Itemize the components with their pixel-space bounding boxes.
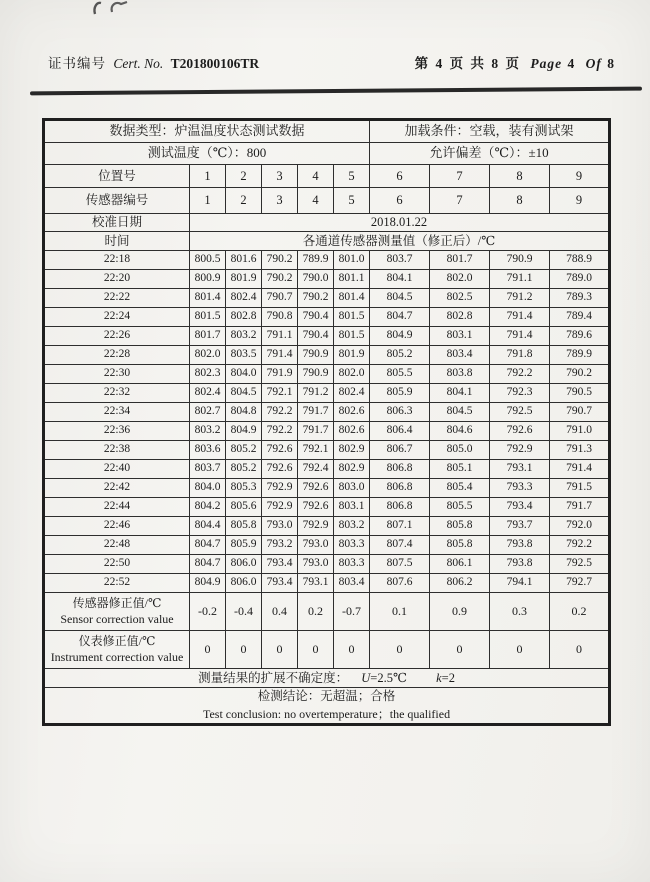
reading-value-cell: 792.0: [550, 517, 610, 536]
reading-row: [44, 289, 610, 308]
reading-value-cell: 790.4: [298, 327, 334, 346]
reading-value-cell: 805.3: [226, 479, 262, 498]
document-header: [48, 52, 616, 72]
reading-value-cell: 788.9: [550, 251, 610, 270]
reading-value-cell: 806.4: [370, 422, 430, 441]
instr-corr-value: 0: [430, 631, 490, 669]
reading-value-cell: 802.7: [190, 403, 226, 422]
reading-value-cell: 805.8: [226, 517, 262, 536]
reading-value-cell: 807.1: [370, 517, 430, 536]
reading-value-cell: 792.2: [490, 365, 550, 384]
sensor-corr-value: -0.4: [226, 593, 262, 631]
reading-value-cell: 792.6: [490, 422, 550, 441]
reading-value-cell: 804.5: [430, 403, 490, 422]
instr-corr-label: [44, 631, 190, 669]
calibration-date-row: [44, 214, 610, 232]
reading-value-cell: 792.5: [550, 555, 610, 574]
reading-value-cell: 805.1: [430, 460, 490, 479]
reading-value-cell: 803.5: [226, 346, 262, 365]
reading-row: [44, 327, 610, 346]
uncertainty-k-value: =2: [441, 670, 455, 685]
reading-value-cell: 805.8: [430, 517, 490, 536]
instr-corr-label-en: Instrument correction value: [50, 649, 184, 664]
time-cell: 22:46: [44, 517, 190, 536]
time-cell: 22:20: [44, 270, 190, 289]
calibration-date-label: 校准日期: [44, 214, 190, 232]
reading-value-cell: 801.1: [334, 270, 370, 289]
reading-value-cell: 806.8: [370, 479, 430, 498]
reading-value-cell: 804.4: [190, 517, 226, 536]
reading-value-cell: 789.6: [550, 327, 610, 346]
reading-value-cell: 806.8: [370, 460, 430, 479]
sensor-corr-label-cn: 传感器修正值/℃: [72, 595, 162, 610]
sensor-corr-value: 0.2: [298, 593, 334, 631]
reading-value-cell: 803.6: [190, 441, 226, 460]
uncertainty-prefix: 测量结果的扩展不确定度：: [198, 670, 349, 685]
reading-value-cell: 804.9: [226, 422, 262, 441]
instr-corr-value: 0: [190, 631, 226, 669]
sensor-no-label: 传感器编号: [44, 188, 190, 214]
reading-value-cell: 802.9: [334, 441, 370, 460]
time-cell: 22:22: [44, 289, 190, 308]
reading-value-cell: 801.4: [334, 289, 370, 308]
reading-value-cell: 791.7: [298, 422, 334, 441]
reading-value-cell: 790.9: [298, 346, 334, 365]
reading-value-cell: 804.5: [370, 289, 430, 308]
reading-value-cell: 801.5: [334, 308, 370, 327]
reading-value-cell: 790.9: [490, 251, 550, 270]
reading-value-cell: 792.9: [490, 441, 550, 460]
reading-value-cell: 792.9: [298, 517, 334, 536]
position-value: 9: [550, 165, 610, 188]
sensor-no-value: 4: [298, 188, 334, 214]
reading-value-cell: 791.2: [490, 289, 550, 308]
reading-value-cell: 792.4: [298, 460, 334, 479]
conclusion-cn: 检测结论：无超温；合格: [257, 689, 396, 704]
reading-value-cell: 791.9: [262, 365, 298, 384]
time-cell: 22:30: [44, 365, 190, 384]
reading-row: [44, 517, 610, 536]
reading-value-cell: 801.5: [190, 308, 226, 327]
reading-value-cell: 791.7: [550, 498, 610, 517]
position-value: 2: [226, 165, 262, 188]
reading-value-cell: 792.6: [298, 498, 334, 517]
reading-value-cell: 793.8: [490, 536, 550, 555]
reading-value-cell: 804.1: [430, 384, 490, 403]
sensor-no-value: 1: [190, 188, 226, 214]
sensor-corr-label-en: Sensor correction value: [60, 611, 174, 626]
position-row: [44, 165, 610, 188]
reading-value-cell: 804.8: [226, 403, 262, 422]
reading-value-cell: 804.0: [226, 365, 262, 384]
reading-value-cell: 802.5: [430, 289, 490, 308]
instr-corr-value: 0: [298, 631, 334, 669]
time-cell: 22:26: [44, 327, 190, 346]
sensor-no-value: 3: [262, 188, 298, 214]
reading-row: [44, 384, 610, 403]
reading-value-cell: 805.2: [226, 441, 262, 460]
reading-row: [44, 270, 610, 289]
sensor-corr-row: [44, 593, 610, 631]
reading-row: [44, 536, 610, 555]
sensor-corr-value: 0.2: [550, 593, 610, 631]
time-header-label: 时间: [44, 232, 190, 251]
reading-value-cell: 793.0: [298, 536, 334, 555]
reading-value-cell: 791.3: [550, 441, 610, 460]
position-value: 1: [190, 165, 226, 188]
page-of-word: Of: [585, 56, 602, 71]
reading-value-cell: 802.3: [190, 365, 226, 384]
conclusion-row: [44, 688, 610, 725]
reading-value-cell: 803.3: [334, 536, 370, 555]
reading-value-cell: 790.9: [298, 365, 334, 384]
reading-value-cell: 804.1: [370, 270, 430, 289]
reading-value-cell: 804.6: [430, 422, 490, 441]
reading-value-cell: 801.0: [334, 251, 370, 270]
reading-value-cell: 792.2: [262, 403, 298, 422]
reading-value-cell: 791.0: [550, 422, 610, 441]
reading-value-cell: 802.8: [226, 308, 262, 327]
time-cell: 22:34: [44, 403, 190, 422]
test-data-table: [42, 118, 611, 726]
reading-value-cell: 803.7: [370, 251, 430, 270]
reading-value-cell: 807.4: [370, 536, 430, 555]
reading-value-cell: 802.6: [334, 403, 370, 422]
reading-value-cell: 789.3: [550, 289, 610, 308]
reading-value-cell: 803.2: [190, 422, 226, 441]
sensor-corr-value: 0.1: [370, 593, 430, 631]
reading-value-cell: 805.9: [226, 536, 262, 555]
reading-value-cell: 791.8: [490, 346, 550, 365]
sensor-corr-label: [44, 593, 190, 631]
reading-row: [44, 441, 610, 460]
reading-value-cell: 793.8: [490, 555, 550, 574]
reading-row: [44, 479, 610, 498]
instr-corr-label-cn: 仪表修正值/℃: [78, 633, 156, 648]
table-foot-section: [44, 593, 610, 725]
reading-value-cell: 804.9: [370, 327, 430, 346]
reading-value-cell: 806.1: [430, 555, 490, 574]
position-value: 5: [334, 165, 370, 188]
time-cell: 22:28: [44, 346, 190, 365]
reading-value-cell: 801.6: [226, 251, 262, 270]
load-condition-cell: 加载条件：空载，装有测试架: [370, 120, 610, 143]
reading-value-cell: 793.0: [262, 517, 298, 536]
reading-value-cell: 802.4: [226, 289, 262, 308]
time-cell: 22:48: [44, 536, 190, 555]
reading-value-cell: 792.6: [262, 460, 298, 479]
reading-row: [44, 365, 610, 384]
instr-corr-value: 0: [334, 631, 370, 669]
reading-value-cell: 804.7: [190, 555, 226, 574]
reading-value-cell: 801.4: [190, 289, 226, 308]
reading-value-cell: 804.7: [370, 308, 430, 327]
reading-value-cell: 801.7: [430, 251, 490, 270]
reading-value-cell: 804.7: [190, 536, 226, 555]
reading-value-cell: 793.4: [490, 498, 550, 517]
reading-value-cell: 793.4: [262, 555, 298, 574]
sensor-no-value: 6: [370, 188, 430, 214]
reading-value-cell: 802.9: [334, 460, 370, 479]
conclusion-en: Test conclusion: no overtemperature；the qualified: [202, 706, 451, 721]
reading-value-cell: 793.1: [298, 574, 334, 593]
reading-row: [44, 574, 610, 593]
reading-value-cell: 792.3: [490, 384, 550, 403]
reading-value-cell: 801.9: [334, 346, 370, 365]
position-label: 位置号: [44, 165, 190, 188]
time-cell: 22:24: [44, 308, 190, 327]
data-type-row: [44, 120, 610, 143]
reading-value-cell: 801.7: [190, 327, 226, 346]
reading-value-cell: 802.4: [190, 384, 226, 403]
reading-value-cell: 792.1: [298, 441, 334, 460]
reading-value-cell: 802.0: [334, 365, 370, 384]
reading-value-cell: 793.0: [298, 555, 334, 574]
reading-value-cell: 807.5: [370, 555, 430, 574]
allowed-deviation-cell: 允许偏差（℃）：±10: [370, 143, 610, 165]
position-value: 3: [262, 165, 298, 188]
reading-value-cell: 806.3: [370, 403, 430, 422]
reading-row: [44, 460, 610, 479]
reading-value-cell: 805.5: [430, 498, 490, 517]
sensor-no-value: 2: [226, 188, 262, 214]
reading-row: [44, 422, 610, 441]
sensor-no-value: 9: [550, 188, 610, 214]
reading-value-cell: 805.6: [226, 498, 262, 517]
instr-corr-value: 0: [490, 631, 550, 669]
reading-value-cell: 793.2: [262, 536, 298, 555]
reading-value-cell: 803.0: [334, 479, 370, 498]
reading-row: [44, 555, 610, 574]
reading-value-cell: 792.9: [262, 498, 298, 517]
readings-body: [44, 251, 610, 593]
reading-value-cell: 792.5: [490, 403, 550, 422]
reading-value-cell: 790.4: [298, 308, 334, 327]
channel-header-cell: 各通道传感器测量值（修正后）/℃: [190, 232, 610, 251]
position-value: 4: [298, 165, 334, 188]
uncertainty-u-value: =2.5℃: [370, 670, 407, 685]
reading-value-cell: 789.0: [550, 270, 610, 289]
reading-value-cell: 791.4: [490, 308, 550, 327]
handwriting-mark: [88, 0, 148, 16]
reading-value-cell: 804.5: [226, 384, 262, 403]
sensor-no-value: 8: [490, 188, 550, 214]
reading-value-cell: 806.2: [430, 574, 490, 593]
test-temperature-row: [44, 143, 610, 165]
page-word-en: Page: [530, 56, 563, 71]
time-cell: 22:36: [44, 422, 190, 441]
reading-value-cell: 791.5: [550, 479, 610, 498]
time-cell: 22:52: [44, 574, 190, 593]
sensor-corr-value: -0.2: [190, 593, 226, 631]
reading-row: [44, 498, 610, 517]
time-cell: 22:32: [44, 384, 190, 403]
reading-value-cell: 790.2: [298, 289, 334, 308]
reading-value-cell: 793.7: [490, 517, 550, 536]
reading-value-cell: 794.1: [490, 574, 550, 593]
instr-corr-value: 0: [262, 631, 298, 669]
data-type-cell: 数据类型：炉温温度状态测试数据: [44, 120, 370, 143]
reading-value-cell: 790.7: [262, 289, 298, 308]
reading-value-cell: 803.2: [226, 327, 262, 346]
reading-value-cell: 792.9: [262, 479, 298, 498]
reading-value-cell: 793.4: [262, 574, 298, 593]
reading-value-cell: 789.9: [298, 251, 334, 270]
time-cell: 22:40: [44, 460, 190, 479]
sensor-corr-value: 0.4: [262, 593, 298, 631]
reading-value-cell: 801.5: [334, 327, 370, 346]
time-cell: 22:44: [44, 498, 190, 517]
uncertainty-k-symbol: k: [436, 670, 442, 685]
time-cell: 22:50: [44, 555, 190, 574]
time-cell: 22:42: [44, 479, 190, 498]
reading-value-cell: 806.8: [370, 498, 430, 517]
reading-value-cell: 792.7: [550, 574, 610, 593]
instr-corr-row: [44, 631, 610, 669]
time-header-row: [44, 232, 610, 251]
reading-value-cell: 805.5: [370, 365, 430, 384]
reading-value-cell: 792.2: [262, 422, 298, 441]
reading-value-cell: 805.0: [430, 441, 490, 460]
reading-value-cell: 804.9: [190, 574, 226, 593]
sensor-corr-value: -0.7: [334, 593, 370, 631]
reading-row: [44, 251, 610, 270]
reading-value-cell: 803.1: [334, 498, 370, 517]
reading-value-cell: 804.2: [190, 498, 226, 517]
reading-value-cell: 790.0: [298, 270, 334, 289]
uncertainty-u-symbol: U: [361, 670, 371, 685]
reading-value-cell: 803.4: [334, 574, 370, 593]
uncertainty-row: [44, 669, 610, 688]
cert-label-en: Cert. No.: [113, 56, 164, 71]
reading-value-cell: 790.2: [262, 251, 298, 270]
instr-corr-value: 0: [370, 631, 430, 669]
reading-value-cell: 803.4: [430, 346, 490, 365]
reading-value-cell: 805.4: [430, 479, 490, 498]
reading-value-cell: 806.0: [226, 555, 262, 574]
reading-row: [44, 308, 610, 327]
reading-value-cell: 807.6: [370, 574, 430, 593]
time-cell: 22:38: [44, 441, 190, 460]
reading-value-cell: 803.3: [334, 555, 370, 574]
reading-value-cell: 790.5: [550, 384, 610, 403]
reading-value-cell: 791.4: [262, 346, 298, 365]
reading-value-cell: 802.0: [190, 346, 226, 365]
reading-value-cell: 800.5: [190, 251, 226, 270]
reading-value-cell: 791.4: [550, 460, 610, 479]
reading-value-cell: 802.8: [430, 308, 490, 327]
reading-value-cell: 805.9: [370, 384, 430, 403]
sensor-corr-value: 0.9: [430, 593, 490, 631]
page-current: 4: [567, 56, 577, 71]
reading-value-cell: 793.3: [490, 479, 550, 498]
page-info-cn: 第 4 页 共 8 页: [414, 56, 521, 71]
reading-value-cell: 789.9: [550, 346, 610, 365]
reading-value-cell: 805.8: [430, 536, 490, 555]
reading-value-cell: 791.1: [262, 327, 298, 346]
instr-corr-value: 0: [226, 631, 262, 669]
sensor-no-value: 7: [430, 188, 490, 214]
header-divider-rule: [30, 87, 642, 95]
reading-value-cell: 802.4: [334, 384, 370, 403]
reading-value-cell: 791.7: [298, 403, 334, 422]
reading-row: [44, 346, 610, 365]
reading-value-cell: 790.2: [262, 270, 298, 289]
reading-value-cell: 791.1: [490, 270, 550, 289]
position-value: 6: [370, 165, 430, 188]
calibration-date-value: 2018.01.22: [190, 214, 610, 232]
reading-value-cell: 803.1: [430, 327, 490, 346]
cert-label-cn: 证书编号: [48, 56, 106, 71]
reading-value-cell: 792.1: [262, 384, 298, 403]
test-temperature-cell: 测试温度（℃）：800: [44, 143, 370, 165]
page-number-block: [415, 52, 616, 72]
reading-value-cell: 790.8: [262, 308, 298, 327]
reading-value-cell: 792.6: [262, 441, 298, 460]
sensor-no-row: [44, 188, 610, 214]
reading-value-cell: 789.4: [550, 308, 610, 327]
sensor-no-value: 5: [334, 188, 370, 214]
cert-number-block: [48, 52, 263, 72]
sensor-corr-value: 0.3: [490, 593, 550, 631]
reading-value-cell: 803.8: [430, 365, 490, 384]
reading-row: [44, 403, 610, 422]
reading-value-cell: 790.2: [550, 365, 610, 384]
reading-value-cell: 791.4: [490, 327, 550, 346]
reading-value-cell: 790.7: [550, 403, 610, 422]
reading-value-cell: 803.2: [334, 517, 370, 536]
reading-value-cell: 806.7: [370, 441, 430, 460]
reading-value-cell: 791.2: [298, 384, 334, 403]
reading-value-cell: 801.9: [226, 270, 262, 289]
table-head-section: [44, 120, 610, 251]
reading-value-cell: 802.6: [334, 422, 370, 441]
reading-value-cell: 802.0: [430, 270, 490, 289]
time-cell: 22:18: [44, 251, 190, 270]
position-value: 8: [490, 165, 550, 188]
reading-value-cell: 805.2: [370, 346, 430, 365]
reading-value-cell: 793.1: [490, 460, 550, 479]
reading-value-cell: 805.2: [226, 460, 262, 479]
page-total: 8: [607, 56, 616, 71]
position-value: 7: [430, 165, 490, 188]
reading-value-cell: 792.6: [298, 479, 334, 498]
reading-value-cell: 803.7: [190, 460, 226, 479]
reading-value-cell: 800.9: [190, 270, 226, 289]
conclusion-cell: [44, 688, 610, 725]
reading-value-cell: 792.2: [550, 536, 610, 555]
cert-number: T201800106TR: [170, 56, 260, 71]
instr-corr-value: 0: [550, 631, 610, 669]
uncertainty-cell: [44, 669, 610, 688]
reading-value-cell: 804.0: [190, 479, 226, 498]
reading-value-cell: 806.0: [226, 574, 262, 593]
